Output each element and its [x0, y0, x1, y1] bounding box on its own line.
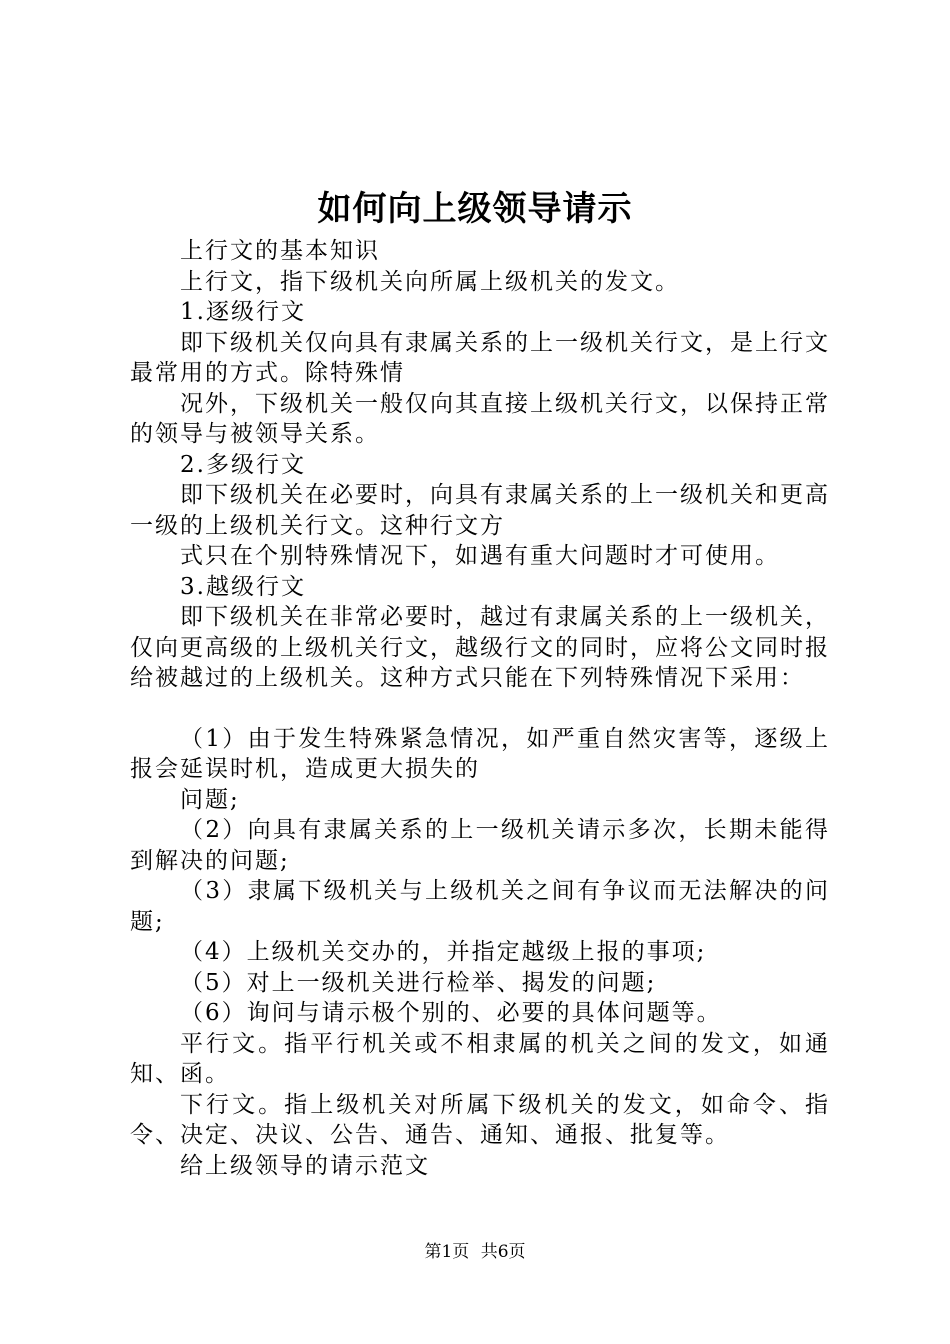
page-total: 共6页 — [480, 1242, 526, 1262]
paragraph: 2.多级行文 — [180, 451, 306, 478]
paragraph: （2）向具有隶属关系的上一级机关请示多次，长期未能得到解决的问题; — [130, 817, 830, 874]
paragraph: 问题; — [180, 786, 240, 813]
paragraph: （5）对上一级机关进行检举、揭发的问题; — [180, 969, 657, 996]
page-number: 第1页 — [424, 1242, 470, 1262]
paragraph: （4）上级机关交办的，并指定越级上报的事项; — [180, 939, 707, 965]
paragraph: 1.逐级行文 — [180, 299, 306, 325]
paragraph: 3.越级行文 — [180, 573, 306, 600]
document-title: 如何向上级领导请示 — [317, 189, 633, 229]
paragraph: 给上级领导的请示范文 — [180, 1152, 430, 1179]
paragraph: 下行文。指上级机关对所属下级机关的发文，如命令、指令、决定、决议、公告、通告、通知、通报、批复等。 — [130, 1091, 830, 1148]
paragraph: （6）询问与请示极个别的、必要的具体问题等。 — [180, 1000, 722, 1026]
paragraph: 况外，下级机关一般仅向其直接上级机关行文，以保持正常的领导与被领导关系。 — [130, 390, 830, 447]
paragraph: 即下级机关仅向具有隶属关系的上一级机关行文，是上行文最常用的方式。除特殊情 — [130, 329, 830, 386]
paragraph: 平行文。指平行机关或不相隶属的机关之间的发文，如通知、函。 — [130, 1030, 830, 1087]
paragraph-gap — [130, 694, 830, 724]
paragraph: 式只在个别特殊情况下，如遇有重大问题时才可使用。 — [180, 543, 780, 569]
paragraph: （3）隶属下级机关与上级机关之间有争议而无法解决的问题; — [130, 878, 830, 935]
paragraph: 即下级机关在非常必要时，越过有隶属关系的上一级机关，仅向更高级的上级机关行文，越级行文的同时，应将公文同时报给被越过的上级机关。这种方式只能在下列特殊情况下采用： — [130, 604, 830, 691]
paragraph: （1）由于发生特殊紧急情况，如严重自然灾害等，逐级上报会延误时机，造成更大损失的 — [130, 725, 830, 782]
document-body — [130, 236, 830, 1181]
page-footer — [0, 1240, 950, 1264]
paragraph: 即下级机关在必要时，向具有隶属关系的上一级机关和更高一级的上级机关行文。这种行文方 — [130, 482, 830, 539]
paragraph: 上行文，指下级机关向所属上级机关的发文。 — [180, 268, 680, 295]
paragraph: 上行文的基本知识 — [180, 238, 380, 264]
